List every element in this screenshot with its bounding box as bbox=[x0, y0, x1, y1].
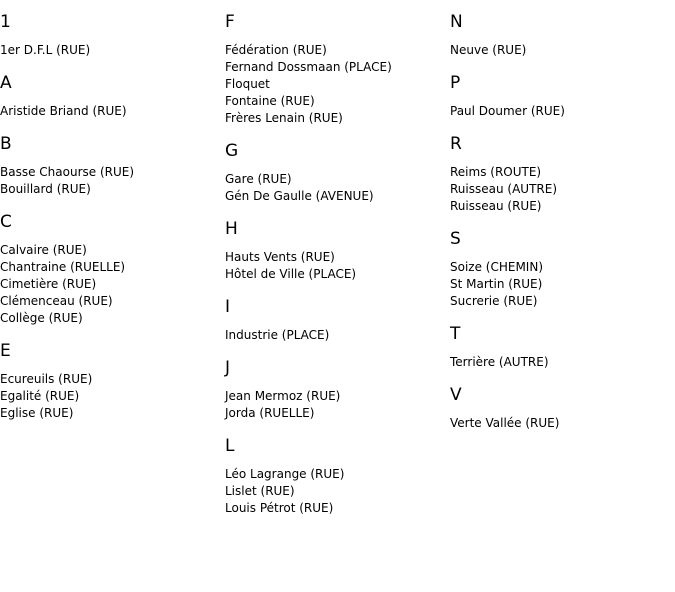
street-list bbox=[450, 103, 670, 120]
street-item: 1er D.F.L (RUE) bbox=[0, 43, 91, 57]
street-item: Clémenceau (RUE) bbox=[0, 294, 113, 308]
letter-heading: B bbox=[0, 134, 12, 154]
street-item: Ruisseau (RUE) bbox=[450, 199, 542, 213]
letter-group bbox=[0, 71, 220, 120]
street-item: Terrière (AUTRE) bbox=[450, 355, 549, 369]
street-item: Collège (RUE) bbox=[0, 311, 83, 325]
letter-group bbox=[225, 10, 445, 127]
index-column bbox=[450, 10, 670, 444]
street-list bbox=[0, 42, 220, 59]
letter-heading: R bbox=[450, 134, 462, 154]
street-list bbox=[225, 249, 445, 283]
street-item: Frères Lenain (RUE) bbox=[225, 111, 343, 125]
letter-group bbox=[450, 71, 670, 120]
letter-heading: H bbox=[225, 219, 238, 239]
street-item: Floquet bbox=[225, 77, 270, 91]
street-list bbox=[450, 354, 670, 371]
street-item: Fédération (RUE) bbox=[225, 43, 327, 57]
letter-heading: V bbox=[450, 385, 462, 405]
street-item: Chantraine (RUELLE) bbox=[0, 260, 126, 274]
letter-heading: F bbox=[225, 12, 235, 32]
street-item: Louis Pétrot (RUE) bbox=[225, 501, 334, 515]
street-item: Gén De Gaulle (AVENUE) bbox=[225, 189, 374, 203]
letter-heading: E bbox=[0, 341, 11, 361]
letter-heading: L bbox=[225, 436, 235, 456]
street-item: Fontaine (RUE) bbox=[225, 94, 315, 108]
street-item: Ruisseau (AUTRE) bbox=[450, 182, 558, 196]
street-list bbox=[450, 42, 670, 59]
street-list bbox=[0, 164, 220, 198]
street-list bbox=[225, 171, 445, 205]
street-item: Hôtel de Ville (PLACE) bbox=[225, 267, 357, 281]
street-item: Gare (RUE) bbox=[225, 172, 292, 186]
street-item: St Martin (RUE) bbox=[450, 277, 543, 291]
street-item: Eglise (RUE) bbox=[0, 406, 74, 420]
index-column bbox=[0, 10, 220, 434]
letter-heading: S bbox=[450, 229, 461, 249]
street-list bbox=[450, 164, 670, 215]
letter-group bbox=[0, 339, 220, 422]
street-item: Bouillard (RUE) bbox=[0, 182, 91, 196]
letter-group bbox=[450, 227, 670, 310]
street-item: Basse Chaourse (RUE) bbox=[0, 165, 135, 179]
street-item: Reims (ROUTE) bbox=[450, 165, 542, 179]
letter-heading: A bbox=[0, 73, 12, 93]
letter-group bbox=[225, 434, 445, 517]
street-list bbox=[0, 371, 220, 422]
letter-group bbox=[225, 217, 445, 283]
letter-group bbox=[225, 295, 445, 344]
letter-group bbox=[225, 139, 445, 205]
street-list bbox=[0, 103, 220, 120]
street-item: Industrie (PLACE) bbox=[225, 328, 330, 342]
street-item: Aristide Briand (RUE) bbox=[0, 104, 127, 118]
letter-heading: C bbox=[0, 212, 12, 232]
street-item: Fernand Dossmaan (PLACE) bbox=[225, 60, 392, 74]
street-item: Verte Vallée (RUE) bbox=[450, 416, 560, 430]
letter-group bbox=[450, 10, 670, 59]
letter-group bbox=[0, 210, 220, 327]
letter-heading: G bbox=[225, 141, 239, 161]
letter-heading: J bbox=[225, 358, 231, 378]
letter-group bbox=[225, 356, 445, 422]
letter-group bbox=[0, 10, 220, 59]
street-item: Calvaire (RUE) bbox=[0, 243, 87, 257]
street-list bbox=[225, 327, 445, 344]
street-list bbox=[225, 42, 445, 127]
street-item: Jean Mermoz (RUE) bbox=[225, 389, 341, 403]
letter-heading: 1 bbox=[0, 12, 11, 32]
letter-group bbox=[450, 322, 670, 371]
street-item: Neuve (RUE) bbox=[450, 43, 527, 57]
street-item: Lislet (RUE) bbox=[225, 484, 295, 498]
street-item: Sucrerie (RUE) bbox=[450, 294, 538, 308]
street-item: Paul Doumer (RUE) bbox=[450, 104, 565, 118]
street-list bbox=[225, 388, 445, 422]
street-item: Ecureuils (RUE) bbox=[0, 372, 93, 386]
letter-group bbox=[0, 132, 220, 198]
letter-heading: I bbox=[225, 297, 231, 317]
street-item: Jorda (RUELLE) bbox=[225, 406, 315, 420]
street-list bbox=[450, 259, 670, 310]
letter-heading: P bbox=[450, 73, 461, 93]
letter-heading: N bbox=[450, 12, 463, 32]
index-column bbox=[225, 10, 445, 529]
letter-heading: T bbox=[450, 324, 461, 344]
street-list bbox=[450, 415, 670, 432]
street-item: Cimetière (RUE) bbox=[0, 277, 97, 291]
street-item: Hauts Vents (RUE) bbox=[225, 250, 335, 264]
street-item: Léo Lagrange (RUE) bbox=[225, 467, 345, 481]
letter-group bbox=[450, 132, 670, 215]
street-list bbox=[0, 242, 220, 327]
street-list bbox=[225, 466, 445, 517]
street-item: Egalité (RUE) bbox=[0, 389, 80, 403]
street-item: Soize (CHEMIN) bbox=[450, 260, 544, 274]
letter-group bbox=[450, 383, 670, 432]
